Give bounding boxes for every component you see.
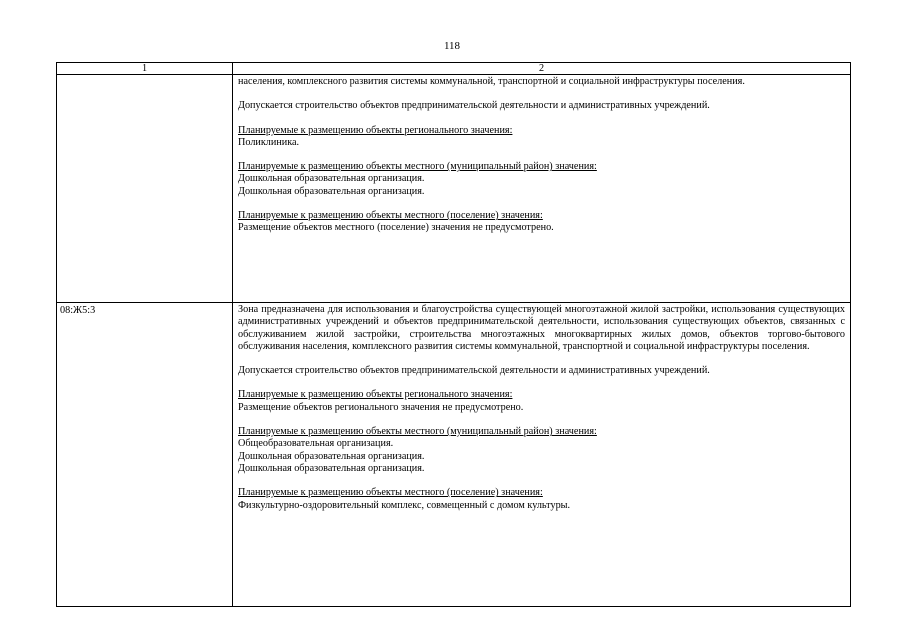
section-heading: Планируемые к размещению объекты местного (муниципальный район) значения: <box>238 426 597 438</box>
section-heading: Планируемые к размещению объекты местного (поселение) значения: <box>238 210 543 222</box>
list-item: Размещение объектов регионального значения не предусмотрено. <box>238 401 524 413</box>
table-row <box>57 75 851 303</box>
zone-code-cell: 08:Ж5:3 <box>57 303 233 607</box>
table-header-row <box>57 63 851 75</box>
list-item: Поликлиника. <box>238 136 300 148</box>
column-header-2: 2 <box>233 63 851 75</box>
zone-description-text: Зона предназначена для использования и благоустройства существующей многоэтажной жилой застройки, использования существующих административных учреждений и объектов предпринимательской деятельности, использования существующих объектов, связанных с обслуживанием жилой застройки, строительства многоэтажных многоквартирных жилых домов, объектов торгово-бытового обслуживания населения, комплексного развития системы коммунальной, транспортной и социальной инфраструктуры поселения. <box>238 304 845 352</box>
list-item: Дошкольная образовательная организация. <box>238 450 425 462</box>
list-item: Дошкольная образовательная организация. <box>238 173 425 185</box>
regional-objects-section <box>238 125 845 150</box>
allowed-construction-text: Допускается строительство объектов предпринимательской деятельности и административных учреждений. <box>238 100 710 112</box>
section-heading: Планируемые к размещению объекты местного (поселение) значения: <box>238 487 543 499</box>
list-item: Размещение объектов местного (поселение) значения не предусмотрено. <box>238 222 554 234</box>
list-item: Дошкольная образовательная организация. <box>238 185 425 197</box>
zone-description-text: населения, комплексного развития системы коммунальной, транспортной и социальной инфраструктуры поселения. <box>238 76 745 87</box>
zone-description-cell <box>233 303 851 607</box>
district-objects-section <box>238 161 845 198</box>
list-item: Дошкольная образовательная организация. <box>238 462 425 474</box>
district-objects-section <box>238 426 845 475</box>
allowed-construction-text: Допускается строительство объектов предпринимательской деятельности и административных учреждений. <box>238 365 710 377</box>
list-item: Физкультурно-оздоровительный комплекс, совмещенный с домом культуры. <box>238 499 571 511</box>
page-number: 118 <box>443 40 461 52</box>
table-row <box>57 303 851 607</box>
zone-description-cell <box>233 75 851 303</box>
column-header-1: 1 <box>57 63 233 75</box>
section-heading: Планируемые к размещению объекты регионального значения: <box>238 124 513 136</box>
settlement-objects-section <box>238 210 845 235</box>
settlement-objects-section <box>238 487 845 512</box>
zoning-table <box>56 62 851 607</box>
section-heading: Планируемые к размещению объекты регионального значения: <box>238 389 513 401</box>
list-item: Общеобразовательная организация. <box>238 438 394 450</box>
zone-code-cell <box>57 75 233 303</box>
section-heading: Планируемые к размещению объекты местного (муниципальный район) значения: <box>238 161 597 173</box>
regional-objects-section <box>238 389 845 414</box>
